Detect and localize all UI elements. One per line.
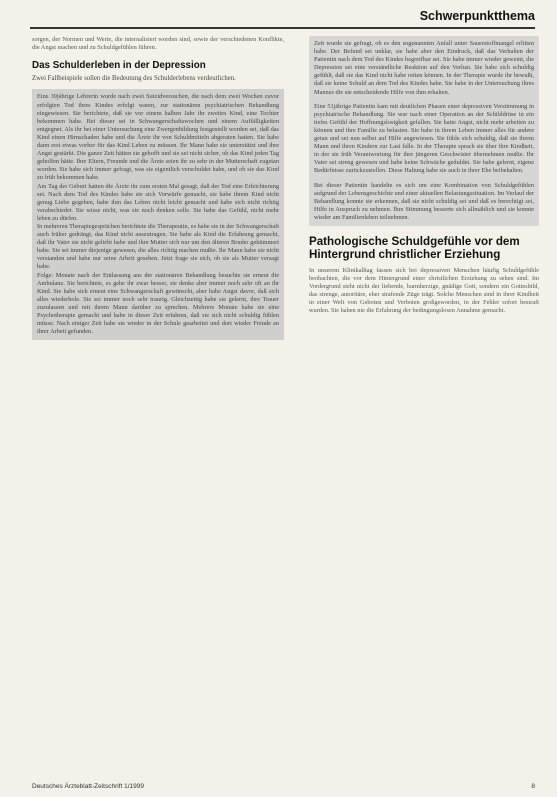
intro-paragraph: sorgen, der Normen und Werte, die internalisiert worden sind, sowie der verschiedenen Konflikte, die Angst machen und zu Schuldgefühlen führen.: [32, 36, 284, 52]
case-paragraph: Eine 51jährige Patientin kam mit deutlichen Phasen einer depressiven Verstimmung in psychiatrische Behandlung. Sie war nach einer Operation an der Schilddrüse in ein tiefes Gefühl der Hoffnungslosigkeit gefallen. Sie hatte Angst, nicht mehr arbeiten zu können und ihre Familie zu belasten. Sie habe in ihrem Leben immer alles für andere getan und sei nun selbst auf Hilfe angewiesen. Sie fühle sich schuldig, daß sie ihrem Mann und ihren Kindern zur Last falle. In der Therapie sprach sie über ihre Kindheit, in der sie früh Verantwortung für ihre jüngeren Geschwister übernehmen mußte. Ihr Vater sei streng gewesen und habe keine Schwäche geduldet. Sie habe gelernt, eigene Bedürfnisse zurückzustellen. Diese Haltung habe sie auch in ihrer Ehe beibehalten.: [314, 102, 534, 175]
section-heading-christian: Pathologische Schuldgefühle vor dem Hintergrund christlicher Erziehung: [309, 234, 520, 261]
case-paragraph: Bei dieser Patientin handelte es sich um eine Kombination von Schuldgefühlen aufgrund der Lebensgeschichte und einer aktuellen Belastungssituation. Im Verlauf der Behandlung konnte sie erkennen, daß sie nicht schuldig sei und daß es berechtigt sei, Hilfe in Anspruch zu nehmen. Ihre Stimmung besserte sich allmählich und sie konnte wieder am Familienleben teilnehmen.: [314, 181, 534, 221]
article-paragraph: In unserem Klinikalltag fassen sich bei depressiven Menschen häufig Schuldgefühle beobachten, die vor dem Hintergrund einer christlichen Erziehung zu sehen sind. Im Vordergrund steht nicht der liebende, barmherzige, gnädige Gott, sondern ein Gottesbild, das strenge, autoritäre, eher strafende Züge trägt. Solche Menschen sind in ihrer Kindheit in einer Welt von Geboten und Verboten großgeworden, in der Fehler sofort bestraft wurden. Sie haben nie die Erfahrung der bedingungslosen Annahme gemacht.: [309, 266, 539, 315]
header-rule: [30, 27, 535, 29]
journal-footer: Deutsches Ärzteblatt-Zeitschrift 1/1999: [32, 783, 144, 790]
case-paragraph: In mehreren Therapiegesprächen berichtete die Therapeutin, es habe sie in der Schwangerschaft auch früher gedrängt, das Kind nicht auszutragen. Sie habe als Kind die Erfahrung gemacht, daß ihr Vater sie nicht geliebt habe und ihre Mutter sich nur um den älteren Bruder gekümmert habe. Sie sei immer diejenige gewesen, die alles richtig machen mußte. Ihr Mann habe sie nicht verstanden und habe nur seine Arbeit gesehen. Jetzt frage sie sich, ob sie als Mutter versagt habe.: [37, 222, 279, 271]
case-paragraph: Eine 39jährige Lehrerin wurde nach zwei Suizidversuchen, die nach dem zwei Wochen zuvor erfolgten Tod ihres Kindes erfolgt waren, zur stationären psychiatrischen Behandlung eingewiesen. Sie berichtete, daß sie vor einem halben Jahr ihr zweites Kind, eine Tochter bekommen habe. Bei dieser sei in Schwangerschaftswochen und einem Auffälligkeiten entgegnet. Als ihr bei einer Untersuchung eine Zwergenbildung festgestellt worden sei, daß das Kind einen Hirnschaden habe und die Ärzte ihr von Schuldmitteln abgeraten hatten. Sie habe dann erst etwas vorher für das Kind Leben zu müssen. Ihr Mann habe sie unterstützt und ihre Angst gestärkt. Die ganze Zeit hätten sie gehofft und sie sei nicht sicher, ob das Kind jeden Tag geholfen hätte. Ihre Eltern, Freunde und die Ärzte seien ihr zu sehr in der Mutterschaft zugetan worden. Sie habe sich immer gefragt, was sie eigentlich verschuldet habe, und ob sie das Kind zu früh bekommen habe.: [37, 93, 279, 182]
article-christian: [309, 235, 539, 316]
page-number: 8: [531, 783, 535, 790]
case-paragraph: Folge: Monate nach der Entlassung aus der stationären Behandlung besuchte sie erneut die Ambulanz. Sie berichtete, es gehe ihr zwar besser, sie denke aber immer noch sehr oft an ihr Kind. Sie habe sich erneut eine Schwangerschaft gewünscht, aber habe Angst davor, daß sich alles wiederhole. Sie sei immer noch sehr traurig. Gleichzeitig habe sie gelernt, ihre Trauer zuzulassen und mit ihrem Mann darüber zu sprechen. Mehrere Monate habe sie eine Psychotherapie gemacht und habe in dieser Zeit erfahren, daß sie sich nicht schuldig fühlen müsse. Nach einiger Zeit habe sie wieder in der Schule gearbeitet und dort wieder Freude an ihrer Arbeit gefunden.: [37, 271, 279, 336]
case-study-box-2: [309, 36, 539, 226]
left-column: [32, 36, 284, 340]
case-paragraph: Zeit wurde sie gefragt, ob es den sogenannten Anfall unter Sauerstoffmangel erlitten habe. Der Befund sei unklar, sie habe aber den Eindruck, daß das Verhalten der Patientin nach dem Tod des Kindes begreifbar sei. Sie habe immer wieder geweint, die Depression sei eine verständliche Reaktion auf den Verlust. Sie habe sich schuldig gefühlt, daß sie das Kind nicht habe retten können. In der Therapie wurde ihr bewußt, daß sie keine Schuld an dem Tod des Kindes habe. Sie habe in der Untersuchung ihres Mannes die sie entscheidende Hilfe von ihm erhalten.: [314, 40, 534, 96]
section-heading-depression: Das Schulderleben in der Depression: [32, 60, 206, 72]
lead-paragraph: Zwei Fallbeispiele sollen die Bedeutung des Schulderlebens verdeutlichen.: [32, 75, 236, 83]
case-study-box-1: [32, 89, 284, 340]
section-label: Schwerpunktthema: [419, 9, 535, 23]
case-paragraph: Am Tag der Geburt hatten die Ärzte ihr zum ersten Mal gesagt, daß der Tod eine Erleichterung sei. Nach dem Tod des Kindes habe sie sich Vorwürfe gemacht, sie habe ihrem Kind nicht genug Liebe gegeben, habe ihm das Leben nicht leicht gemacht und habe sich nicht richtig verabschiedet. Sie wisse nicht, was sie noch denken solle. Sie habe das Gefühl, nicht mehr leben zu dürfen.: [37, 182, 279, 222]
right-column: [309, 36, 539, 316]
